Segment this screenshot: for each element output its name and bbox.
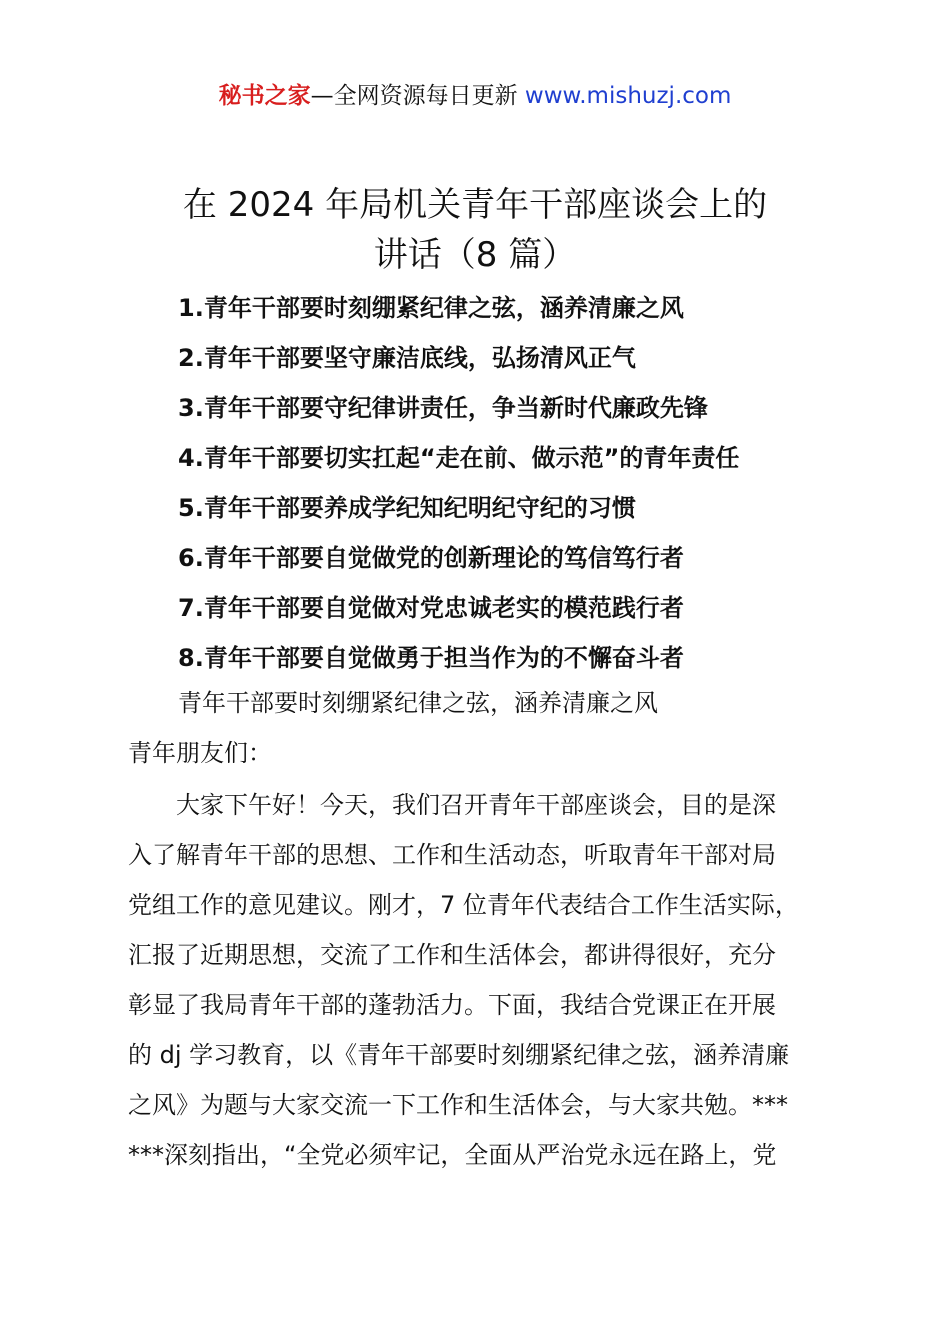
document-title-line-1: 在 2024 年局机关青年干部座谈会上的 <box>182 185 768 225</box>
paragraph-line: 党组工作的意见建议。刚才，7 位青年代表结合工作生活实际， <box>128 891 799 919</box>
toc-item: 4.青年干部要切实扛起“走在前、做示范”的青年责任 <box>178 444 740 472</box>
document-title-line-2: 讲话（8 篇） <box>373 235 577 275</box>
toc-item: 7.青年干部要自觉做对党忠诚老实的模范践行者 <box>178 594 684 622</box>
body-paragraph <box>128 780 858 1180</box>
toc-item: 1.青年干部要时刻绷紧纪律之弦，涵养清廉之风 <box>178 294 684 322</box>
site-url[interactable]: www.mishuzj.com <box>524 83 732 109</box>
paragraph-line: ***深刻指出，“全党必须牢记，全面从严治党永远在路上，党 <box>128 1141 777 1169</box>
paragraph-line: 之风》为题与大家交流一下工作和生活体会，与大家共勉。*** <box>128 1091 788 1119</box>
paragraph-line: 的 dj 学习教育，以《青年干部要时刻绷紧纪律之弦，涵养清廉 <box>128 1041 790 1069</box>
toc-item: 2.青年干部要坚守廉洁底线，弘扬清风正气 <box>178 344 636 372</box>
toc-item: 6.青年干部要自觉做党的创新理论的笃信笃行者 <box>178 544 684 572</box>
greeting: 青年朋友们： <box>128 739 272 767</box>
paragraph-line: 汇报了近期思想，交流了工作和生活体会，都讲得很好，充分 <box>128 941 776 969</box>
site-header <box>0 78 950 114</box>
paragraph-line: 彰显了我局青年干部的蓬勃活力。下面，我结合党课正在开展 <box>128 991 776 1019</box>
section-title: 青年干部要时刻绷紧纪律之弦，涵养清廉之风 <box>178 689 658 717</box>
brand-name: 秘书之家 <box>218 83 311 109</box>
toc-item: 3.青年干部要守纪律讲责任，争当新时代廉政先锋 <box>178 394 708 422</box>
paragraph-line: 入了解青年干部的思想、工作和生活动态，听取青年干部对局 <box>128 841 776 869</box>
toc-item: 5.青年干部要养成学纪知纪明纪守纪的习惯 <box>178 494 636 522</box>
paragraph-line: 大家下午好！今天，我们召开青年干部座谈会，目的是深 <box>128 791 776 819</box>
toc-item: 8.青年干部要自觉做勇于担当作为的不懈奋斗者 <box>178 644 684 672</box>
header-slogan: —全网资源每日更新 <box>310 83 525 109</box>
table-of-contents <box>178 283 739 683</box>
